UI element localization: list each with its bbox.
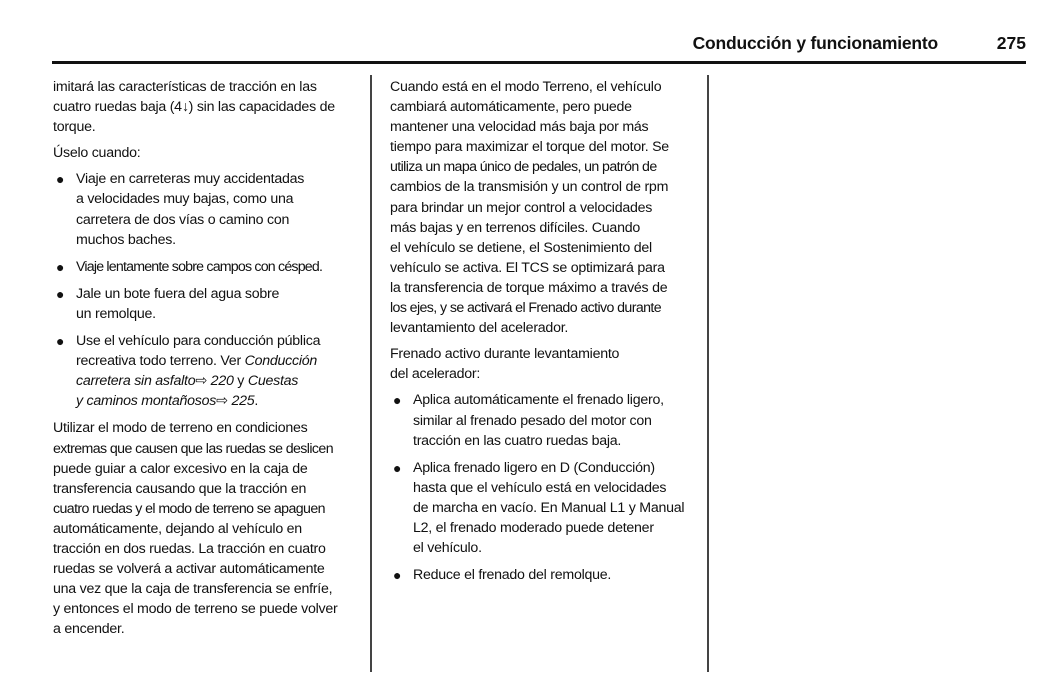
left-column xyxy=(53,77,359,645)
column-divider-2 xyxy=(707,75,709,672)
terrain-mode-paragraph: Cuando está en el modo Terreno, el vehículo cambiará automáticamente, pero puede mantener una velocidad más baja por más tiempo para maximizar el torque del motor. Se utiliza un mapa único de pedales, un patrón de cambios de la transmisión y un control de rpm para brindar un mejor control a velocidades más bajas y en terrenos difíciles. Cuando el vehículo se detiene, el Sostenimiento del vehículo se activa. El TCS se optimizará para la transferencia de torque máximo a través de los ejes, y se activará el Frenado activo durante levantamiento del acelerador. xyxy=(390,79,669,337)
subheading: Frenado activo durante levantamiento del acelerador: xyxy=(390,346,620,383)
list-item: ● Jale un bote fuera del agua sobre un remolque. xyxy=(56,285,280,322)
bullet-icon: ● xyxy=(393,567,402,584)
header-divider xyxy=(52,61,1026,64)
right-column xyxy=(390,77,694,592)
intro-paragraph: imitará las características de tracción en las cuatro ruedas baja (4↓) sin las capacidades de torque. xyxy=(53,79,335,136)
use-when-label: Úselo cuando: xyxy=(53,145,141,162)
list-item: ● Viaje lentamente sobre campos con césped. xyxy=(53,257,359,277)
bullet-icon: ● xyxy=(56,333,65,350)
list-item: ● Use el vehículo para conducción pública recreativa todo terreno. Ver Conducción carretera sin asfalto⇨ 220 y Cuestas y caminos montañosos⇨ 225. xyxy=(56,333,321,410)
cross-reference-link[interactable]: carretera sin asfalto xyxy=(76,373,196,390)
section-title: Conducción y funcionamiento xyxy=(692,33,938,53)
cross-reference-link[interactable]: Cuestas xyxy=(247,373,299,390)
usage-list xyxy=(53,169,359,411)
cross-reference-link[interactable]: Conducción xyxy=(244,353,318,370)
down-arrow-icon: ↓ xyxy=(181,99,189,116)
bullet-icon: ● xyxy=(56,171,65,188)
bullet-icon: ● xyxy=(393,459,402,476)
list-item: ● Aplica frenado ligero en D (Conducción) hasta que el vehículo está en velocidades de marcha en vacío. En Manual L1 y Manual L2, el frenado moderado puede detener el vehículo. xyxy=(393,459,685,557)
list-item: ● Aplica automáticamente el frenado ligero, similar al frenado pesado del motor con tracción en las cuatro ruedas baja. xyxy=(393,392,664,449)
page-reference-icon: ⇨ xyxy=(195,373,207,390)
page-reference[interactable]: 225 xyxy=(227,393,255,410)
column-divider-1 xyxy=(370,75,372,672)
page-number: 275 xyxy=(996,33,1026,53)
active-braking-list xyxy=(390,390,694,585)
page-reference[interactable]: 220 xyxy=(206,373,234,390)
cross-reference-link[interactable]: y caminos montañosos xyxy=(76,393,217,410)
list-item: ● Reduce el frenado del remolque. xyxy=(390,565,694,585)
page-reference-icon: ⇨ xyxy=(216,393,228,410)
bullet-icon: ● xyxy=(56,285,65,302)
list-item: ● Viaje en carreteras muy accidentadas a velocidades muy bajas, como una carretera de dos vías o camino con muchos baches. xyxy=(56,171,305,248)
bullet-icon: ● xyxy=(393,392,402,409)
bullet-icon: ● xyxy=(56,258,65,275)
warning-paragraph: Utilizar el modo de terreno en condiciones extremas que causen que las ruedas se deslicen puede guiar a calor excesivo en la caja de transferencia causando que la tracción en cuatro ruedas y el modo de terreno se apaguen automáticamente, dejando al vehículo en tracción en dos ruedas. La tracción en cuatro ruedas se volverá a activar automáticamente una vez que la caja de transferencia se enfríe, y entonces el modo de terreno se puede volver a encender. xyxy=(53,420,338,638)
